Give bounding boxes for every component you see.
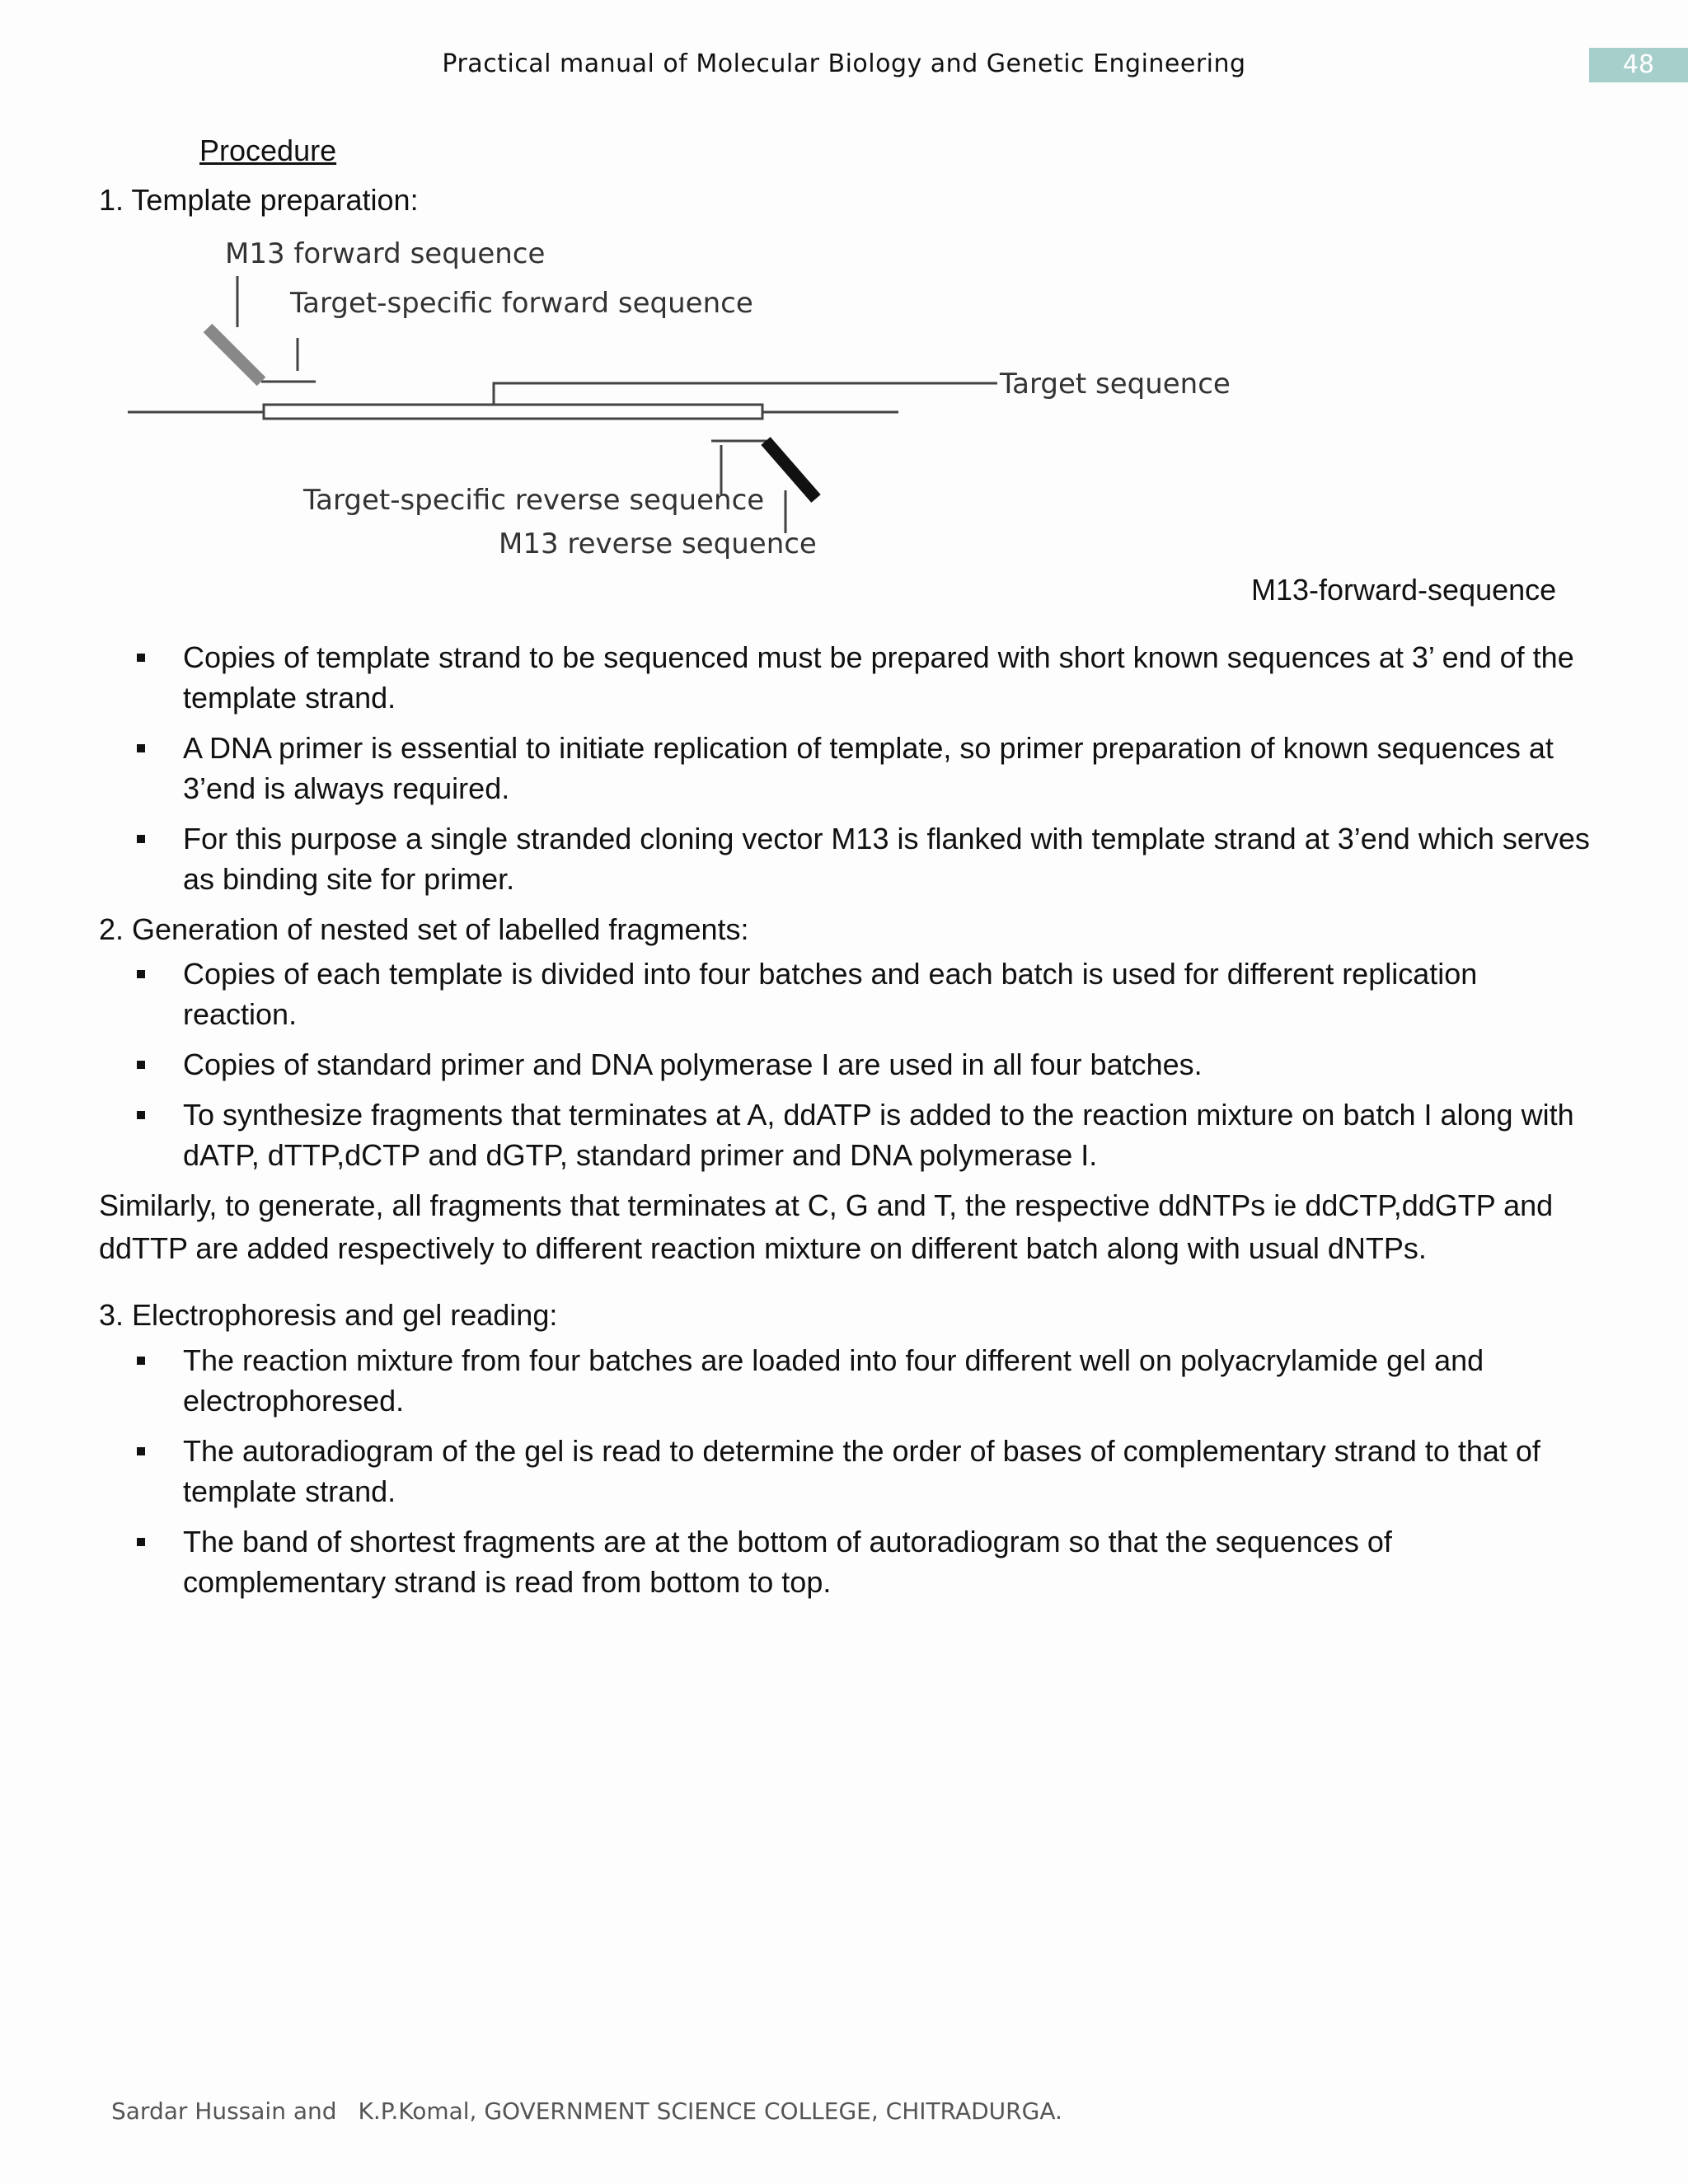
list-item-text: The band of shortest fragments are at the bottom of autoradiogram so that the sequences of complementary strand is read from bottom to top. bbox=[183, 1525, 1392, 1599]
list-item-text: Copies of standard primer and DNA polymerase I are used in all four batches. bbox=[183, 1047, 1203, 1081]
label-m13-reverse: M13 reverse sequence bbox=[499, 527, 817, 560]
bullet-square-icon bbox=[137, 835, 145, 843]
template-preparation-diagram bbox=[120, 235, 1232, 622]
bullet-square-icon bbox=[137, 1357, 145, 1365]
m13-reverse-tail bbox=[766, 441, 816, 499]
section1-bullets bbox=[132, 637, 1591, 909]
label-m13-forward: M13 forward sequence bbox=[225, 237, 546, 270]
list-item-text: Copies of each template is divided into four batches and each batch is used for different replication reaction. bbox=[183, 957, 1478, 1031]
list-item bbox=[132, 1094, 1591, 1175]
list-item-text: The autoradiogram of the gel is read to determine the order of bases of complementary strand to that of template strand. bbox=[183, 1434, 1540, 1508]
list-item bbox=[132, 1044, 1591, 1085]
figure-caption: M13-forward-sequence bbox=[1251, 573, 1557, 607]
list-item bbox=[132, 1521, 1591, 1602]
page-number-badge: 48 bbox=[1589, 48, 1688, 82]
section3-heading: 3. Electrophoresis and gel reading: bbox=[99, 1298, 558, 1332]
label-target-forward: Target-specific forward sequence bbox=[290, 287, 753, 320]
bullet-square-icon bbox=[137, 1061, 145, 1069]
list-item-text: Copies of template strand to be sequenced must be prepared with short known sequences at 3’ end of the template strand. bbox=[183, 640, 1574, 715]
section2-paragraph: Similarly, to generate, all fragments that terminates at C, G and T, the respective ddNTPs ie ddCTP,ddGTP and ddTTP are added respectively to different reaction mixture on different batch along with usual dNTPs. bbox=[99, 1188, 1554, 1265]
running-header-title: Practical manual of Molecular Biology and Genetic Engineering bbox=[442, 49, 1246, 78]
amplicon-box bbox=[264, 405, 762, 419]
list-item-text: The reaction mixture from four batches are loaded into four different well on polyacrylamide gel and electrophoresed. bbox=[183, 1343, 1484, 1418]
page-footer bbox=[111, 2097, 1062, 2125]
bullet-square-icon bbox=[137, 1447, 145, 1455]
list-item bbox=[132, 1431, 1591, 1511]
bullet-square-icon bbox=[137, 1111, 145, 1119]
footer-institution: K.P.Komal, GOVERNMENT SCIENCE COLLEGE, CHITRADURGA. bbox=[358, 2097, 1062, 2125]
bullet-square-icon bbox=[137, 1538, 145, 1546]
procedure-title: Procedure bbox=[199, 134, 337, 167]
list-item bbox=[132, 1340, 1591, 1421]
bullet-square-icon bbox=[137, 654, 145, 662]
section2-bullets bbox=[132, 954, 1591, 1185]
footer-authors: Sardar Hussain and bbox=[111, 2097, 337, 2125]
list-item bbox=[132, 818, 1591, 899]
list-item-text: For this purpose a single stranded cloning vector M13 is flanked with template strand at 3’end which serves as binding site for primer. bbox=[183, 822, 1590, 896]
section3-bullets bbox=[132, 1340, 1591, 1612]
bullet-square-icon bbox=[137, 744, 145, 752]
list-item bbox=[132, 728, 1591, 808]
section2-heading: 2. Generation of nested set of labelled fragments: bbox=[99, 912, 749, 946]
label-target-sequence: Target sequence bbox=[1000, 368, 1231, 401]
list-item-text: To synthesize fragments that terminates at A, ddATP is added to the reaction mixture on batch I along with dATP, dTTP,dCTP and dGTP, standard primer and DNA polymerase I. bbox=[183, 1098, 1574, 1172]
m13-forward-tail bbox=[208, 328, 261, 382]
bullet-square-icon bbox=[137, 970, 145, 978]
label-target-reverse: Target-specific reverse sequence bbox=[303, 484, 765, 517]
section1-heading: 1. Template preparation: bbox=[99, 183, 419, 217]
list-item bbox=[132, 954, 1591, 1034]
list-item bbox=[132, 637, 1591, 718]
list-item-text: A DNA primer is essential to initiate replication of template, so primer preparation of known sequences at 3’end is always required. bbox=[183, 731, 1554, 805]
